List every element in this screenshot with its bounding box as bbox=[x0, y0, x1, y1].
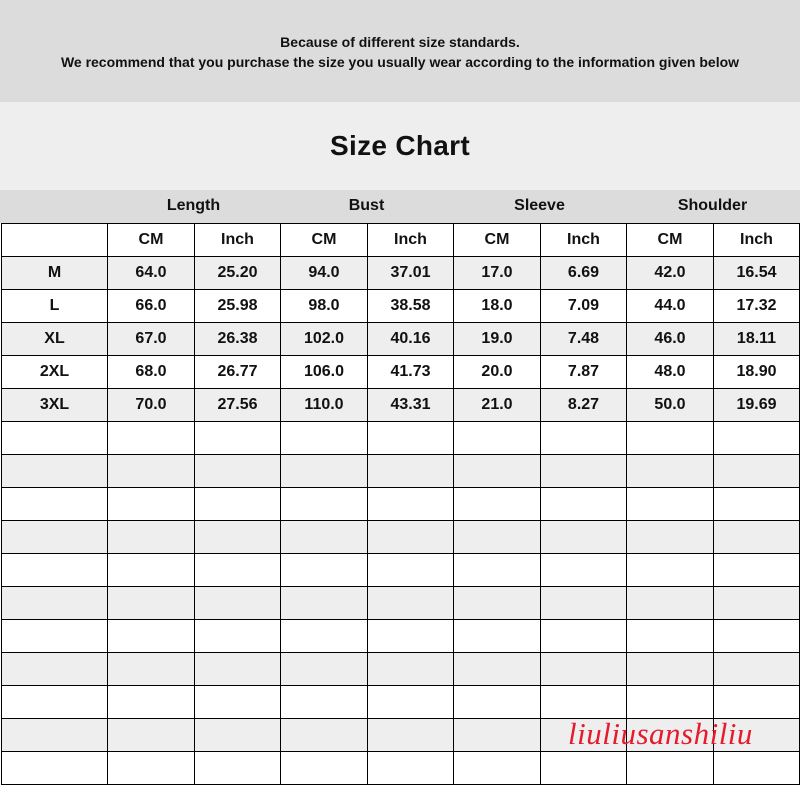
empty-row bbox=[2, 587, 800, 620]
table-row bbox=[2, 323, 800, 356]
measurement-cell: 7.87 bbox=[541, 356, 627, 389]
empty-cell bbox=[281, 719, 368, 752]
empty-cell bbox=[454, 653, 541, 686]
measurement-cell: 98.0 bbox=[281, 290, 368, 323]
empty-cell bbox=[195, 719, 281, 752]
empty-cell bbox=[454, 455, 541, 488]
empty-cell bbox=[108, 620, 195, 653]
notice-line-2: We recommend that you purchase the size you usually wear according to the information given below bbox=[60, 54, 740, 70]
size-label-cell: M bbox=[2, 257, 108, 290]
empty-cell bbox=[368, 719, 454, 752]
table-row bbox=[2, 356, 800, 389]
empty-cell bbox=[541, 554, 627, 587]
size-column-header bbox=[2, 224, 108, 257]
measurement-cell: 16.54 bbox=[714, 257, 800, 290]
measurement-cell: 20.0 bbox=[454, 356, 541, 389]
title-band bbox=[0, 102, 800, 190]
measurement-cell: 110.0 bbox=[281, 389, 368, 422]
empty-cell bbox=[2, 587, 108, 620]
measurement-cell: 18.90 bbox=[714, 356, 800, 389]
group-header-shoulder: Shoulder bbox=[677, 197, 748, 214]
empty-cell bbox=[195, 521, 281, 554]
measurement-cell: 27.56 bbox=[195, 389, 281, 422]
empty-row bbox=[2, 521, 800, 554]
empty-cell bbox=[2, 554, 108, 587]
empty-cell bbox=[368, 653, 454, 686]
empty-row bbox=[2, 653, 800, 686]
unit-header-cell: CM bbox=[108, 224, 195, 257]
empty-cell bbox=[627, 752, 714, 785]
empty-cell bbox=[281, 455, 368, 488]
measurement-cell: 17.0 bbox=[454, 257, 541, 290]
group-header-sleeve: Sleeve bbox=[514, 197, 565, 214]
measurement-cell: 46.0 bbox=[627, 323, 714, 356]
empty-row bbox=[2, 455, 800, 488]
empty-cell bbox=[368, 620, 454, 653]
empty-row bbox=[2, 752, 800, 785]
empty-cell bbox=[2, 488, 108, 521]
empty-cell bbox=[454, 422, 541, 455]
empty-cell bbox=[281, 620, 368, 653]
empty-cell bbox=[627, 521, 714, 554]
empty-cell bbox=[454, 587, 541, 620]
notice-banner bbox=[0, 0, 800, 102]
measurement-cell: 48.0 bbox=[627, 356, 714, 389]
empty-cell bbox=[714, 587, 800, 620]
empty-cell bbox=[368, 752, 454, 785]
measurement-cell: 66.0 bbox=[108, 290, 195, 323]
empty-cell bbox=[108, 719, 195, 752]
empty-cell bbox=[714, 488, 800, 521]
measurement-cell: 68.0 bbox=[108, 356, 195, 389]
empty-cell bbox=[2, 719, 108, 752]
empty-cell bbox=[541, 488, 627, 521]
unit-header-row bbox=[2, 224, 800, 257]
measurement-cell: 18.11 bbox=[714, 323, 800, 356]
empty-cell bbox=[541, 686, 627, 719]
empty-cell bbox=[627, 587, 714, 620]
table-row bbox=[2, 257, 800, 290]
measurement-cell: 44.0 bbox=[627, 290, 714, 323]
empty-row bbox=[2, 620, 800, 653]
measurement-cell: 70.0 bbox=[108, 389, 195, 422]
measurement-cell: 18.0 bbox=[454, 290, 541, 323]
empty-cell bbox=[368, 587, 454, 620]
size-label-cell: L bbox=[2, 290, 108, 323]
empty-cell bbox=[281, 521, 368, 554]
measurement-cell: 102.0 bbox=[281, 323, 368, 356]
empty-cell bbox=[108, 422, 195, 455]
empty-cell bbox=[281, 653, 368, 686]
measurement-cell: 41.73 bbox=[368, 356, 454, 389]
measurement-cell: 25.98 bbox=[195, 290, 281, 323]
empty-cell bbox=[541, 422, 627, 455]
measurement-cell: 26.38 bbox=[195, 323, 281, 356]
measurement-cell: 19.0 bbox=[454, 323, 541, 356]
empty-cell bbox=[714, 686, 800, 719]
empty-cell bbox=[541, 521, 627, 554]
empty-cell bbox=[2, 653, 108, 686]
empty-cell bbox=[368, 686, 454, 719]
measurement-cell: 6.69 bbox=[541, 257, 627, 290]
page-title: Size Chart bbox=[330, 130, 470, 161]
empty-cell bbox=[541, 620, 627, 653]
empty-cell bbox=[454, 488, 541, 521]
notice-line-1: Because of different size standards. bbox=[280, 34, 520, 50]
empty-cell bbox=[281, 554, 368, 587]
empty-cell bbox=[627, 422, 714, 455]
empty-cell bbox=[108, 587, 195, 620]
empty-row bbox=[2, 422, 800, 455]
unit-header-cell: CM bbox=[627, 224, 714, 257]
empty-cell bbox=[2, 521, 108, 554]
empty-cell bbox=[454, 686, 541, 719]
empty-cell bbox=[2, 752, 108, 785]
empty-row bbox=[2, 686, 800, 719]
empty-cell bbox=[714, 554, 800, 587]
measurement-cell: 42.0 bbox=[627, 257, 714, 290]
measurement-cell: 19.69 bbox=[714, 389, 800, 422]
empty-cell bbox=[714, 521, 800, 554]
empty-cell bbox=[454, 719, 541, 752]
empty-cell bbox=[195, 587, 281, 620]
measurement-cell: 94.0 bbox=[281, 257, 368, 290]
table-row bbox=[2, 290, 800, 323]
empty-cell bbox=[108, 653, 195, 686]
empty-cell bbox=[627, 488, 714, 521]
empty-cell bbox=[108, 488, 195, 521]
watermark: liuliusanshiliu bbox=[568, 716, 753, 751]
measurement-cell: 17.32 bbox=[714, 290, 800, 323]
empty-cell bbox=[627, 653, 714, 686]
measurement-cell: 21.0 bbox=[454, 389, 541, 422]
empty-cell bbox=[627, 554, 714, 587]
unit-header-cell: Inch bbox=[368, 224, 454, 257]
measurement-cell: 7.09 bbox=[541, 290, 627, 323]
empty-cell bbox=[368, 554, 454, 587]
empty-cell bbox=[454, 521, 541, 554]
size-label-cell: XL bbox=[2, 323, 108, 356]
empty-cell bbox=[541, 752, 627, 785]
unit-header-cell: Inch bbox=[195, 224, 281, 257]
empty-cell bbox=[108, 554, 195, 587]
unit-header-cell: Inch bbox=[714, 224, 800, 257]
empty-cell bbox=[454, 620, 541, 653]
empty-cell bbox=[627, 686, 714, 719]
measurement-cell: 38.58 bbox=[368, 290, 454, 323]
empty-row bbox=[2, 554, 800, 587]
unit-header-cell: CM bbox=[281, 224, 368, 257]
group-header-length: Length bbox=[166, 197, 221, 214]
measurement-cell: 26.77 bbox=[195, 356, 281, 389]
empty-cell bbox=[454, 752, 541, 785]
empty-cell bbox=[541, 653, 627, 686]
empty-cell bbox=[195, 686, 281, 719]
empty-cell bbox=[714, 620, 800, 653]
empty-row bbox=[2, 488, 800, 521]
size-label-cell: 3XL bbox=[2, 389, 108, 422]
measurement-cell: 43.31 bbox=[368, 389, 454, 422]
empty-cell bbox=[368, 488, 454, 521]
empty-cell bbox=[195, 488, 281, 521]
empty-cell bbox=[2, 455, 108, 488]
measurement-cell: 7.48 bbox=[541, 323, 627, 356]
measurement-cell: 67.0 bbox=[108, 323, 195, 356]
empty-cell bbox=[281, 422, 368, 455]
measurement-cell: 64.0 bbox=[108, 257, 195, 290]
empty-cell bbox=[714, 752, 800, 785]
measurement-cell: 106.0 bbox=[281, 356, 368, 389]
empty-cell bbox=[195, 653, 281, 686]
empty-cell bbox=[454, 554, 541, 587]
empty-cell bbox=[195, 422, 281, 455]
empty-cell bbox=[541, 587, 627, 620]
empty-cell bbox=[2, 686, 108, 719]
empty-cell bbox=[281, 587, 368, 620]
empty-cell bbox=[627, 620, 714, 653]
measurement-cell: 25.20 bbox=[195, 257, 281, 290]
measurement-cell: 8.27 bbox=[541, 389, 627, 422]
measurement-group-header bbox=[0, 190, 800, 223]
empty-cell bbox=[368, 521, 454, 554]
empty-cell bbox=[108, 521, 195, 554]
size-table bbox=[1, 223, 800, 785]
empty-cell bbox=[195, 752, 281, 785]
empty-cell bbox=[281, 752, 368, 785]
measurement-cell: 40.16 bbox=[368, 323, 454, 356]
measurement-cell: 50.0 bbox=[627, 389, 714, 422]
empty-cell bbox=[714, 653, 800, 686]
empty-cell bbox=[281, 686, 368, 719]
empty-cell bbox=[368, 422, 454, 455]
empty-cell bbox=[108, 455, 195, 488]
empty-cell bbox=[2, 620, 108, 653]
empty-cell bbox=[714, 455, 800, 488]
empty-cell bbox=[627, 455, 714, 488]
measurement-cell: 37.01 bbox=[368, 257, 454, 290]
empty-cell bbox=[541, 455, 627, 488]
table-row bbox=[2, 389, 800, 422]
size-label-cell: 2XL bbox=[2, 356, 108, 389]
empty-cell bbox=[281, 488, 368, 521]
unit-header-cell: CM bbox=[454, 224, 541, 257]
empty-cell bbox=[195, 455, 281, 488]
empty-cell bbox=[2, 422, 108, 455]
group-header-bust: Bust bbox=[348, 197, 385, 214]
unit-header-cell: Inch bbox=[541, 224, 627, 257]
empty-cell bbox=[108, 686, 195, 719]
empty-cell bbox=[714, 422, 800, 455]
empty-cell bbox=[195, 554, 281, 587]
empty-cell bbox=[108, 752, 195, 785]
empty-cell bbox=[195, 620, 281, 653]
empty-cell bbox=[368, 455, 454, 488]
